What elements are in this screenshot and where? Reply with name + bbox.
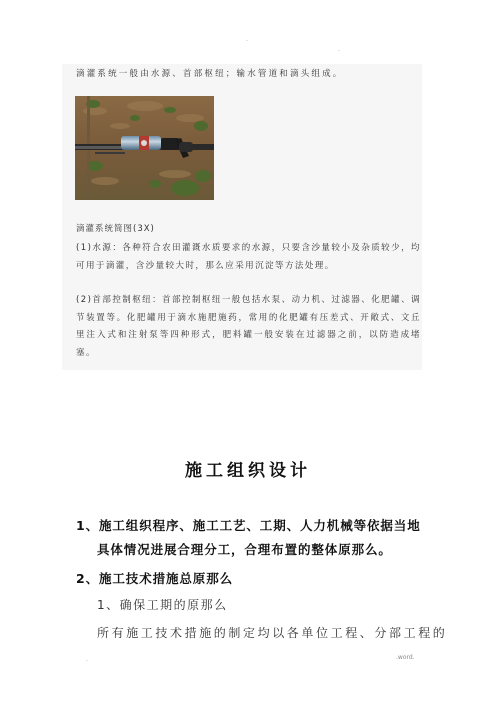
footer-dot: . bbox=[86, 656, 88, 663]
item2-heading: 2、施工技术措施总原那么 bbox=[76, 571, 233, 586]
figure-caption: 滴灌系统简图(3X) bbox=[76, 224, 155, 234]
item1-heading: 1、施工组织程序、施工工艺、工期、人力机械等依据当地 bbox=[76, 518, 421, 533]
section-title: 施工组织设计 bbox=[185, 461, 311, 481]
head-control-paragraph: (2)首部控制枢纽：首部控制枢纽一般包括水泵、动力机、过滤器、化肥罐、调节装置等。化肥罐用于滴水施肥施药，常用的化肥罐有压差式、开敞式、文丘里注入式和注射泵等四种形式，肥料罐一般安装在过滤器之前，以防造成堵塞。 bbox=[76, 295, 421, 358]
subheading: 1、确保工期的原那么 bbox=[97, 598, 228, 612]
drip-irrigation-photo bbox=[75, 96, 214, 200]
water-source-paragraph: (1)水源：各种符合农田灌溉水质要求的水源，只要含沙量较小及杂质较少，均可用于滴灌，含沙量较大时，那么应采用沉淀等方法处理。 bbox=[76, 243, 421, 271]
header-dot: . bbox=[246, 36, 248, 43]
header-dot: . bbox=[338, 46, 340, 53]
body-text: 所有施工技术措施的制定均以各单位工程、分部工程的 bbox=[97, 626, 448, 640]
item1-heading-cont: 具体情况进展合理分工，合理布置的整体原那么。 bbox=[97, 542, 392, 557]
system-caption: 滴灌系统一般由水源、首部枢纽；输水管道和滴头组成。 bbox=[76, 69, 344, 79]
footer-word: .word. bbox=[396, 654, 415, 661]
